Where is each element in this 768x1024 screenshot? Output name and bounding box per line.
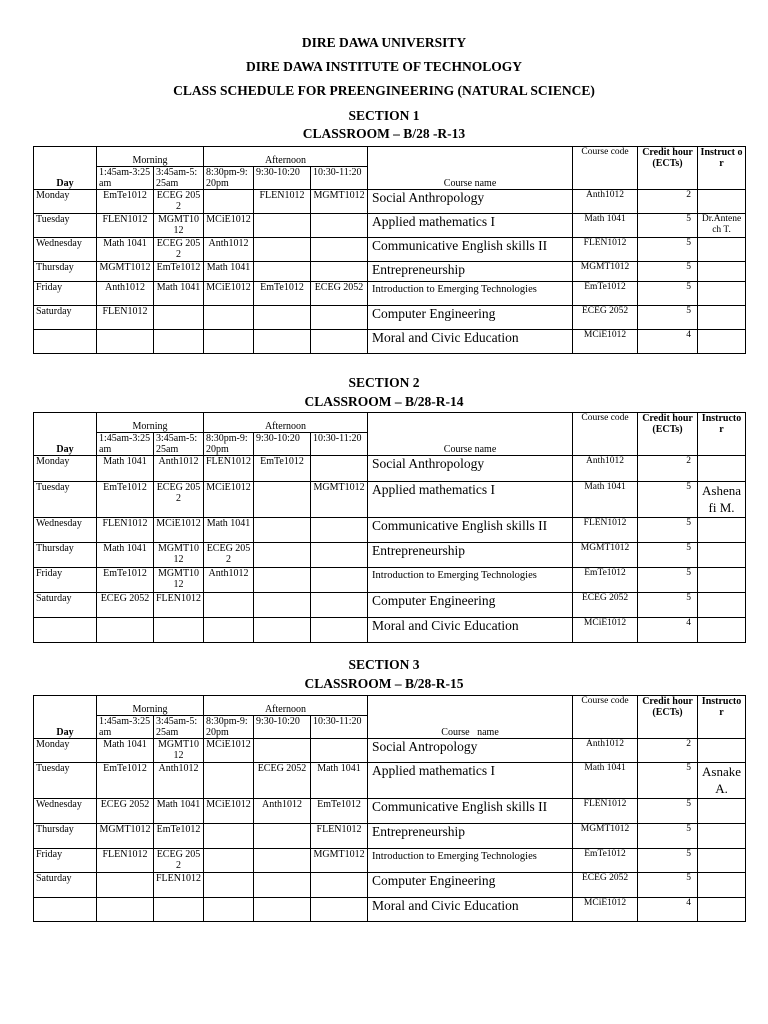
instructor-cell: [698, 849, 746, 873]
credit-hour-cell: 5: [638, 593, 698, 618]
credit-hour-cell: 5: [638, 763, 698, 799]
schedule-cell: [254, 518, 311, 543]
schedule-cell: [97, 898, 154, 922]
time-slot-header: 8:30pm-9:20pm: [204, 167, 254, 190]
time-slot-header: 8:30pm-9:20pm: [204, 433, 254, 456]
schedule-cell: [311, 568, 368, 593]
instructor-cell: [698, 262, 746, 282]
day-header: Day: [34, 413, 97, 456]
day-cell: [34, 898, 97, 922]
table-row: [34, 330, 746, 354]
course-code-cell: Anth1012: [573, 456, 638, 482]
table-row: [34, 593, 746, 618]
instructor-header: Instruct or: [698, 147, 746, 190]
schedule-cell: MGMT1012: [97, 262, 154, 282]
schedule-cell: ECEG 2052: [204, 543, 254, 568]
schedule-cell: [311, 214, 368, 238]
credit-hour-cell: 2: [638, 190, 698, 214]
schedule-cell: [254, 568, 311, 593]
schedule-cell: [311, 873, 368, 898]
day-cell: Wednesday: [34, 518, 97, 543]
course-name-cell: Computer Engineering: [368, 306, 573, 330]
course-code-cell: FLEN1012: [573, 799, 638, 824]
course-name-cell: Computer Engineering: [368, 593, 573, 618]
credit-hour-header: Credit hour(ECTs): [638, 696, 698, 739]
course-name-cell: Applied mathematics I: [368, 214, 573, 238]
course-name-cell: Entrepreneurship: [368, 262, 573, 282]
credit-hour-cell: 5: [638, 849, 698, 873]
schedule-cell: [254, 873, 311, 898]
schedule-cell: ECEG 2052: [97, 593, 154, 618]
university-title: DIRE DAWA UNIVERSITY: [301, 35, 467, 50]
course-name-header: Course name: [368, 147, 573, 190]
table-row: [34, 824, 746, 849]
instructor-header: Instructor: [698, 413, 746, 456]
instructor-cell: Asnake A.: [698, 763, 746, 799]
instructor-cell: [698, 824, 746, 849]
schedule-cell: Math 1041: [204, 518, 254, 543]
time-slot-header: 9:30-10:20: [254, 167, 311, 190]
table-row: [34, 618, 746, 643]
day-cell: Friday: [34, 849, 97, 873]
day-cell: Thursday: [34, 824, 97, 849]
schedule-title: CLASS SCHEDULE FOR PREENGINEERING (NATURAL SCIENCE): [173, 83, 595, 98]
instructor-cell: Ashenafi M.: [698, 482, 746, 518]
day-cell: Wednesday: [34, 238, 97, 262]
table-row: [34, 739, 746, 763]
day-header: Day: [34, 696, 97, 739]
schedule-cell: ECEG 2052: [311, 282, 368, 306]
course-code-cell: FLEN1012: [573, 238, 638, 262]
schedule-cell: FLEN1012: [97, 214, 154, 238]
schedule-cell: [311, 262, 368, 282]
time-slot-header: 10:30-11:20: [311, 716, 368, 739]
instructor-cell: [698, 306, 746, 330]
schedule-cell: Math 1041: [154, 282, 204, 306]
schedule-cell: EmTe1012: [254, 456, 311, 482]
section-1-schedule-table: [33, 146, 745, 354]
section-2-classroom: CLASSROOM – B/28-R-14: [304, 394, 464, 409]
time-slot-header: 3:45am-5:25am: [154, 167, 204, 190]
table-row: [34, 482, 746, 518]
course-code-cell: Math 1041: [573, 482, 638, 518]
section-2-schedule-table: [33, 412, 745, 643]
course-code-cell: ECEG 2052: [573, 873, 638, 898]
day-cell: Monday: [34, 739, 97, 763]
day-cell: Thursday: [34, 262, 97, 282]
time-slot-header: 10:30-11:20: [311, 433, 368, 456]
schedule-cell: EmTe1012: [311, 799, 368, 824]
course-name-cell: Entrepreneurship: [368, 824, 573, 849]
credit-hour-cell: 5: [638, 306, 698, 330]
table-row: [34, 262, 746, 282]
schedule-cell: [154, 330, 204, 354]
instructor-cell: [698, 799, 746, 824]
course-name-cell: Social Anthropology: [368, 190, 573, 214]
instructor-cell: [698, 593, 746, 618]
time-slot-header: 1:45am-3:25am: [97, 433, 154, 456]
credit-hour-header: Credit hour(ECTs): [638, 413, 698, 456]
schedule-cell: [97, 873, 154, 898]
table-row: [34, 214, 746, 238]
course-name-cell: Moral and Civic Education: [368, 898, 573, 922]
course-code-header: Course code: [573, 696, 638, 739]
schedule-cell: [311, 238, 368, 262]
schedule-cell: FLEN1012: [97, 518, 154, 543]
table-row: [34, 568, 746, 593]
schedule-cell: FLEN1012: [97, 849, 154, 873]
schedule-cell: [254, 330, 311, 354]
schedule-cell: EmTe1012: [154, 824, 204, 849]
instructor-cell: [698, 898, 746, 922]
day-cell: Wednesday: [34, 799, 97, 824]
table-row: [34, 543, 746, 568]
schedule-cell: [311, 543, 368, 568]
schedule-cell: [311, 739, 368, 763]
schedule-cell: ECEG 2052: [97, 799, 154, 824]
credit-hour-cell: 5: [638, 262, 698, 282]
schedule-cell: MCiE1012: [204, 739, 254, 763]
schedule-cell: ECEG 2052: [154, 190, 204, 214]
course-name-cell: Entrepreneurship: [368, 543, 573, 568]
day-cell: Tuesday: [34, 482, 97, 518]
schedule-cell: [311, 898, 368, 922]
schedule-cell: [254, 739, 311, 763]
instructor-header: Instructor: [698, 696, 746, 739]
credit-hour-cell: 5: [638, 482, 698, 518]
schedule-cell: FLEN1012: [154, 593, 204, 618]
day-cell: Thursday: [34, 543, 97, 568]
course-code-cell: Math 1041: [573, 763, 638, 799]
schedule-cell: [254, 824, 311, 849]
instructor-cell: [698, 238, 746, 262]
day-cell: Saturday: [34, 873, 97, 898]
credit-hour-cell: 4: [638, 330, 698, 354]
time-slot-header: 3:45am-5:25am: [154, 433, 204, 456]
course-code-cell: Anth1012: [573, 190, 638, 214]
instructor-cell: [698, 618, 746, 643]
schedule-cell: MCiE1012: [204, 282, 254, 306]
schedule-cell: ECEG 2052: [154, 849, 204, 873]
day-cell: Friday: [34, 568, 97, 593]
schedule-cell: [154, 306, 204, 330]
schedule-cell: MGMT1012: [154, 543, 204, 568]
schedule-cell: [311, 593, 368, 618]
schedule-table: [33, 146, 746, 354]
course-code-cell: ECEG 2052: [573, 593, 638, 618]
schedule-cell: FLEN1012: [97, 306, 154, 330]
credit-hour-cell: 4: [638, 618, 698, 643]
schedule-cell: ECEG 2052: [154, 482, 204, 518]
schedule-cell: EmTe1012: [97, 190, 154, 214]
instructor-cell: [698, 330, 746, 354]
morning-header: Morning: [97, 413, 204, 433]
schedule-cell: [154, 898, 204, 922]
instructor-cell: [698, 518, 746, 543]
day-cell: Saturday: [34, 593, 97, 618]
course-name-cell: Introduction to Emerging Technologies: [368, 568, 573, 593]
instructor-cell: [698, 190, 746, 214]
course-code-cell: MGMT1012: [573, 824, 638, 849]
schedule-cell: FLEN1012: [154, 873, 204, 898]
section-3-classroom: CLASSROOM – B/28-R-15: [304, 676, 464, 691]
table-row: [34, 898, 746, 922]
course-name-cell: Applied mathematics I: [368, 482, 573, 518]
table-row: [34, 763, 746, 799]
schedule-cell: [204, 824, 254, 849]
course-code-cell: EmTe1012: [573, 568, 638, 593]
table-row: [34, 799, 746, 824]
schedule-cell: [254, 306, 311, 330]
schedule-cell: [311, 518, 368, 543]
schedule-cell: Math 1041: [311, 763, 368, 799]
schedule-cell: ECEG 2052: [254, 763, 311, 799]
course-name-cell: Communicative English skills II: [368, 518, 573, 543]
course-code-cell: MCiE1012: [573, 898, 638, 922]
section-3-title: SECTION 3: [348, 657, 420, 672]
course-name-cell: Introduction to Emerging Technologies: [368, 849, 573, 873]
time-slot-header: 10:30-11:20: [311, 167, 368, 190]
schedule-cell: Anth1012: [154, 456, 204, 482]
instructor-cell: [698, 456, 746, 482]
schedule-cell: [204, 190, 254, 214]
schedule-cell: Math 1041: [97, 739, 154, 763]
schedule-cell: MCiE1012: [204, 214, 254, 238]
day-header: Day: [34, 147, 97, 190]
section-1-title: SECTION 1: [348, 108, 420, 123]
schedule-cell: Anth1012: [204, 568, 254, 593]
credit-hour-cell: 5: [638, 518, 698, 543]
credit-hour-header: Credit hour(ECTs): [638, 147, 698, 190]
time-slot-header: 1:45am-3:25am: [97, 716, 154, 739]
credit-hour-cell: 4: [638, 898, 698, 922]
instructor-cell: [698, 873, 746, 898]
day-cell: [34, 618, 97, 643]
schedule-cell: MGMT1012: [311, 190, 368, 214]
schedule-cell: [254, 618, 311, 643]
time-slot-header: 8:30pm-9:20pm: [204, 716, 254, 739]
course-name-header: Course name: [368, 413, 573, 456]
schedule-cell: Math 1041: [97, 543, 154, 568]
instructor-cell: [698, 739, 746, 763]
day-cell: Friday: [34, 282, 97, 306]
schedule-cell: Math 1041: [204, 262, 254, 282]
schedule-table: [33, 695, 746, 922]
schedule-cell: [254, 543, 311, 568]
schedule-cell: [204, 330, 254, 354]
instructor-cell: [698, 282, 746, 306]
course-name-cell: Social Anthropology: [368, 456, 573, 482]
table-row: [34, 190, 746, 214]
schedule-cell: ECEG 2052: [154, 238, 204, 262]
day-cell: Tuesday: [34, 763, 97, 799]
schedule-cell: MGMT1012: [154, 568, 204, 593]
schedule-cell: [204, 849, 254, 873]
schedule-cell: FLEN1012: [204, 456, 254, 482]
schedule-cell: Anth1012: [204, 238, 254, 262]
schedule-cell: Math 1041: [154, 799, 204, 824]
schedule-cell: [311, 618, 368, 643]
course-code-cell: MGMT1012: [573, 543, 638, 568]
afternoon-header: Afternoon: [204, 147, 368, 167]
afternoon-header: Afternoon: [204, 696, 368, 716]
course-name-header: Course name: [368, 696, 573, 739]
schedule-cell: Anth1012: [97, 282, 154, 306]
course-name-cell: Communicative English skills II: [368, 238, 573, 262]
morning-header: Morning: [97, 147, 204, 167]
time-slot-header: 1:45am-3:25am: [97, 167, 154, 190]
course-name-cell: Applied mathematics I: [368, 763, 573, 799]
schedule-cell: Math 1041: [97, 456, 154, 482]
schedule-cell: EmTe1012: [97, 482, 154, 518]
schedule-cell: [254, 898, 311, 922]
schedule-cell: [311, 456, 368, 482]
day-cell: Monday: [34, 456, 97, 482]
section-2-title: SECTION 2: [348, 375, 420, 390]
table-row: [34, 456, 746, 482]
day-cell: Monday: [34, 190, 97, 214]
section-3-schedule-table: [33, 695, 745, 922]
course-code-cell: EmTe1012: [573, 282, 638, 306]
schedule-cell: [254, 849, 311, 873]
table-row: [34, 306, 746, 330]
schedule-cell: [204, 618, 254, 643]
course-code-cell: MGMT1012: [573, 262, 638, 282]
day-cell: Saturday: [34, 306, 97, 330]
credit-hour-cell: 5: [638, 873, 698, 898]
course-code-cell: EmTe1012: [573, 849, 638, 873]
course-code-cell: FLEN1012: [573, 518, 638, 543]
time-slot-header: 9:30-10:20: [254, 716, 311, 739]
table-row: [34, 849, 746, 873]
day-cell: [34, 330, 97, 354]
schedule-cell: [254, 482, 311, 518]
schedule-cell: MCiE1012: [154, 518, 204, 543]
course-code-cell: Math 1041: [573, 214, 638, 238]
course-name-cell: Moral and Civic Education: [368, 330, 573, 354]
table-row: [34, 238, 746, 262]
schedule-cell: [311, 330, 368, 354]
credit-hour-cell: 2: [638, 739, 698, 763]
schedule-cell: [311, 306, 368, 330]
schedule-cell: MGMT1012: [311, 849, 368, 873]
afternoon-header: Afternoon: [204, 413, 368, 433]
schedule-cell: [204, 873, 254, 898]
schedule-cell: [254, 593, 311, 618]
schedule-table: [33, 412, 746, 643]
schedule-cell: [254, 262, 311, 282]
schedule-cell: Anth1012: [254, 799, 311, 824]
schedule-cell: [97, 618, 154, 643]
course-name-cell: Computer Engineering: [368, 873, 573, 898]
schedule-cell: MGMT1012: [154, 214, 204, 238]
schedule-cell: [154, 618, 204, 643]
table-row: [34, 282, 746, 306]
schedule-cell: MGMT1012: [311, 482, 368, 518]
schedule-cell: MCiE1012: [204, 799, 254, 824]
course-code-cell: ECEG 2052: [573, 306, 638, 330]
course-code-cell: Anth1012: [573, 739, 638, 763]
schedule-cell: Anth1012: [154, 763, 204, 799]
day-cell: Tuesday: [34, 214, 97, 238]
course-code-cell: MCiE1012: [573, 618, 638, 643]
course-code-cell: MCiE1012: [573, 330, 638, 354]
credit-hour-cell: 5: [638, 824, 698, 849]
institute-title: DIRE DAWA INSTITUTE OF TECHNOLOGY: [245, 59, 523, 74]
time-slot-header: 9:30-10:20: [254, 433, 311, 456]
credit-hour-cell: 2: [638, 456, 698, 482]
schedule-cell: MCiE1012: [204, 482, 254, 518]
instructor-cell: [698, 568, 746, 593]
schedule-cell: FLEN1012: [311, 824, 368, 849]
schedule-cell: Math 1041: [97, 238, 154, 262]
credit-hour-cell: 5: [638, 568, 698, 593]
schedule-cell: [204, 593, 254, 618]
schedule-cell: [204, 306, 254, 330]
time-slot-header: 3:45am-5:25am: [154, 716, 204, 739]
morning-header: Morning: [97, 696, 204, 716]
course-code-header: Course code: [573, 413, 638, 456]
table-row: [34, 518, 746, 543]
schedule-cell: EmTe1012: [154, 262, 204, 282]
schedule-cell: [204, 898, 254, 922]
schedule-cell: EmTe1012: [254, 282, 311, 306]
credit-hour-cell: 5: [638, 238, 698, 262]
schedule-cell: FLEN1012: [254, 190, 311, 214]
section-1-classroom: CLASSROOM – B/28 -R-13: [302, 126, 466, 141]
course-name-cell: Social Antropology: [368, 739, 573, 763]
course-code-header: Course code: [573, 147, 638, 190]
credit-hour-cell: 5: [638, 214, 698, 238]
instructor-cell: Dr.Antenech T.: [698, 214, 746, 238]
credit-hour-cell: 5: [638, 282, 698, 306]
course-name-cell: Communicative English skills II: [368, 799, 573, 824]
table-row: [34, 873, 746, 898]
schedule-cell: EmTe1012: [97, 763, 154, 799]
credit-hour-cell: 5: [638, 799, 698, 824]
credit-hour-cell: 5: [638, 543, 698, 568]
schedule-cell: [254, 238, 311, 262]
schedule-cell: MGMT1012: [97, 824, 154, 849]
schedule-cell: [254, 214, 311, 238]
schedule-cell: MGMT1012: [154, 739, 204, 763]
schedule-cell: [204, 763, 254, 799]
course-name-cell: Moral and Civic Education: [368, 618, 573, 643]
course-name-cell: Introduction to Emerging Technologies: [368, 282, 573, 306]
schedule-cell: [97, 330, 154, 354]
instructor-cell: [698, 543, 746, 568]
schedule-cell: EmTe1012: [97, 568, 154, 593]
